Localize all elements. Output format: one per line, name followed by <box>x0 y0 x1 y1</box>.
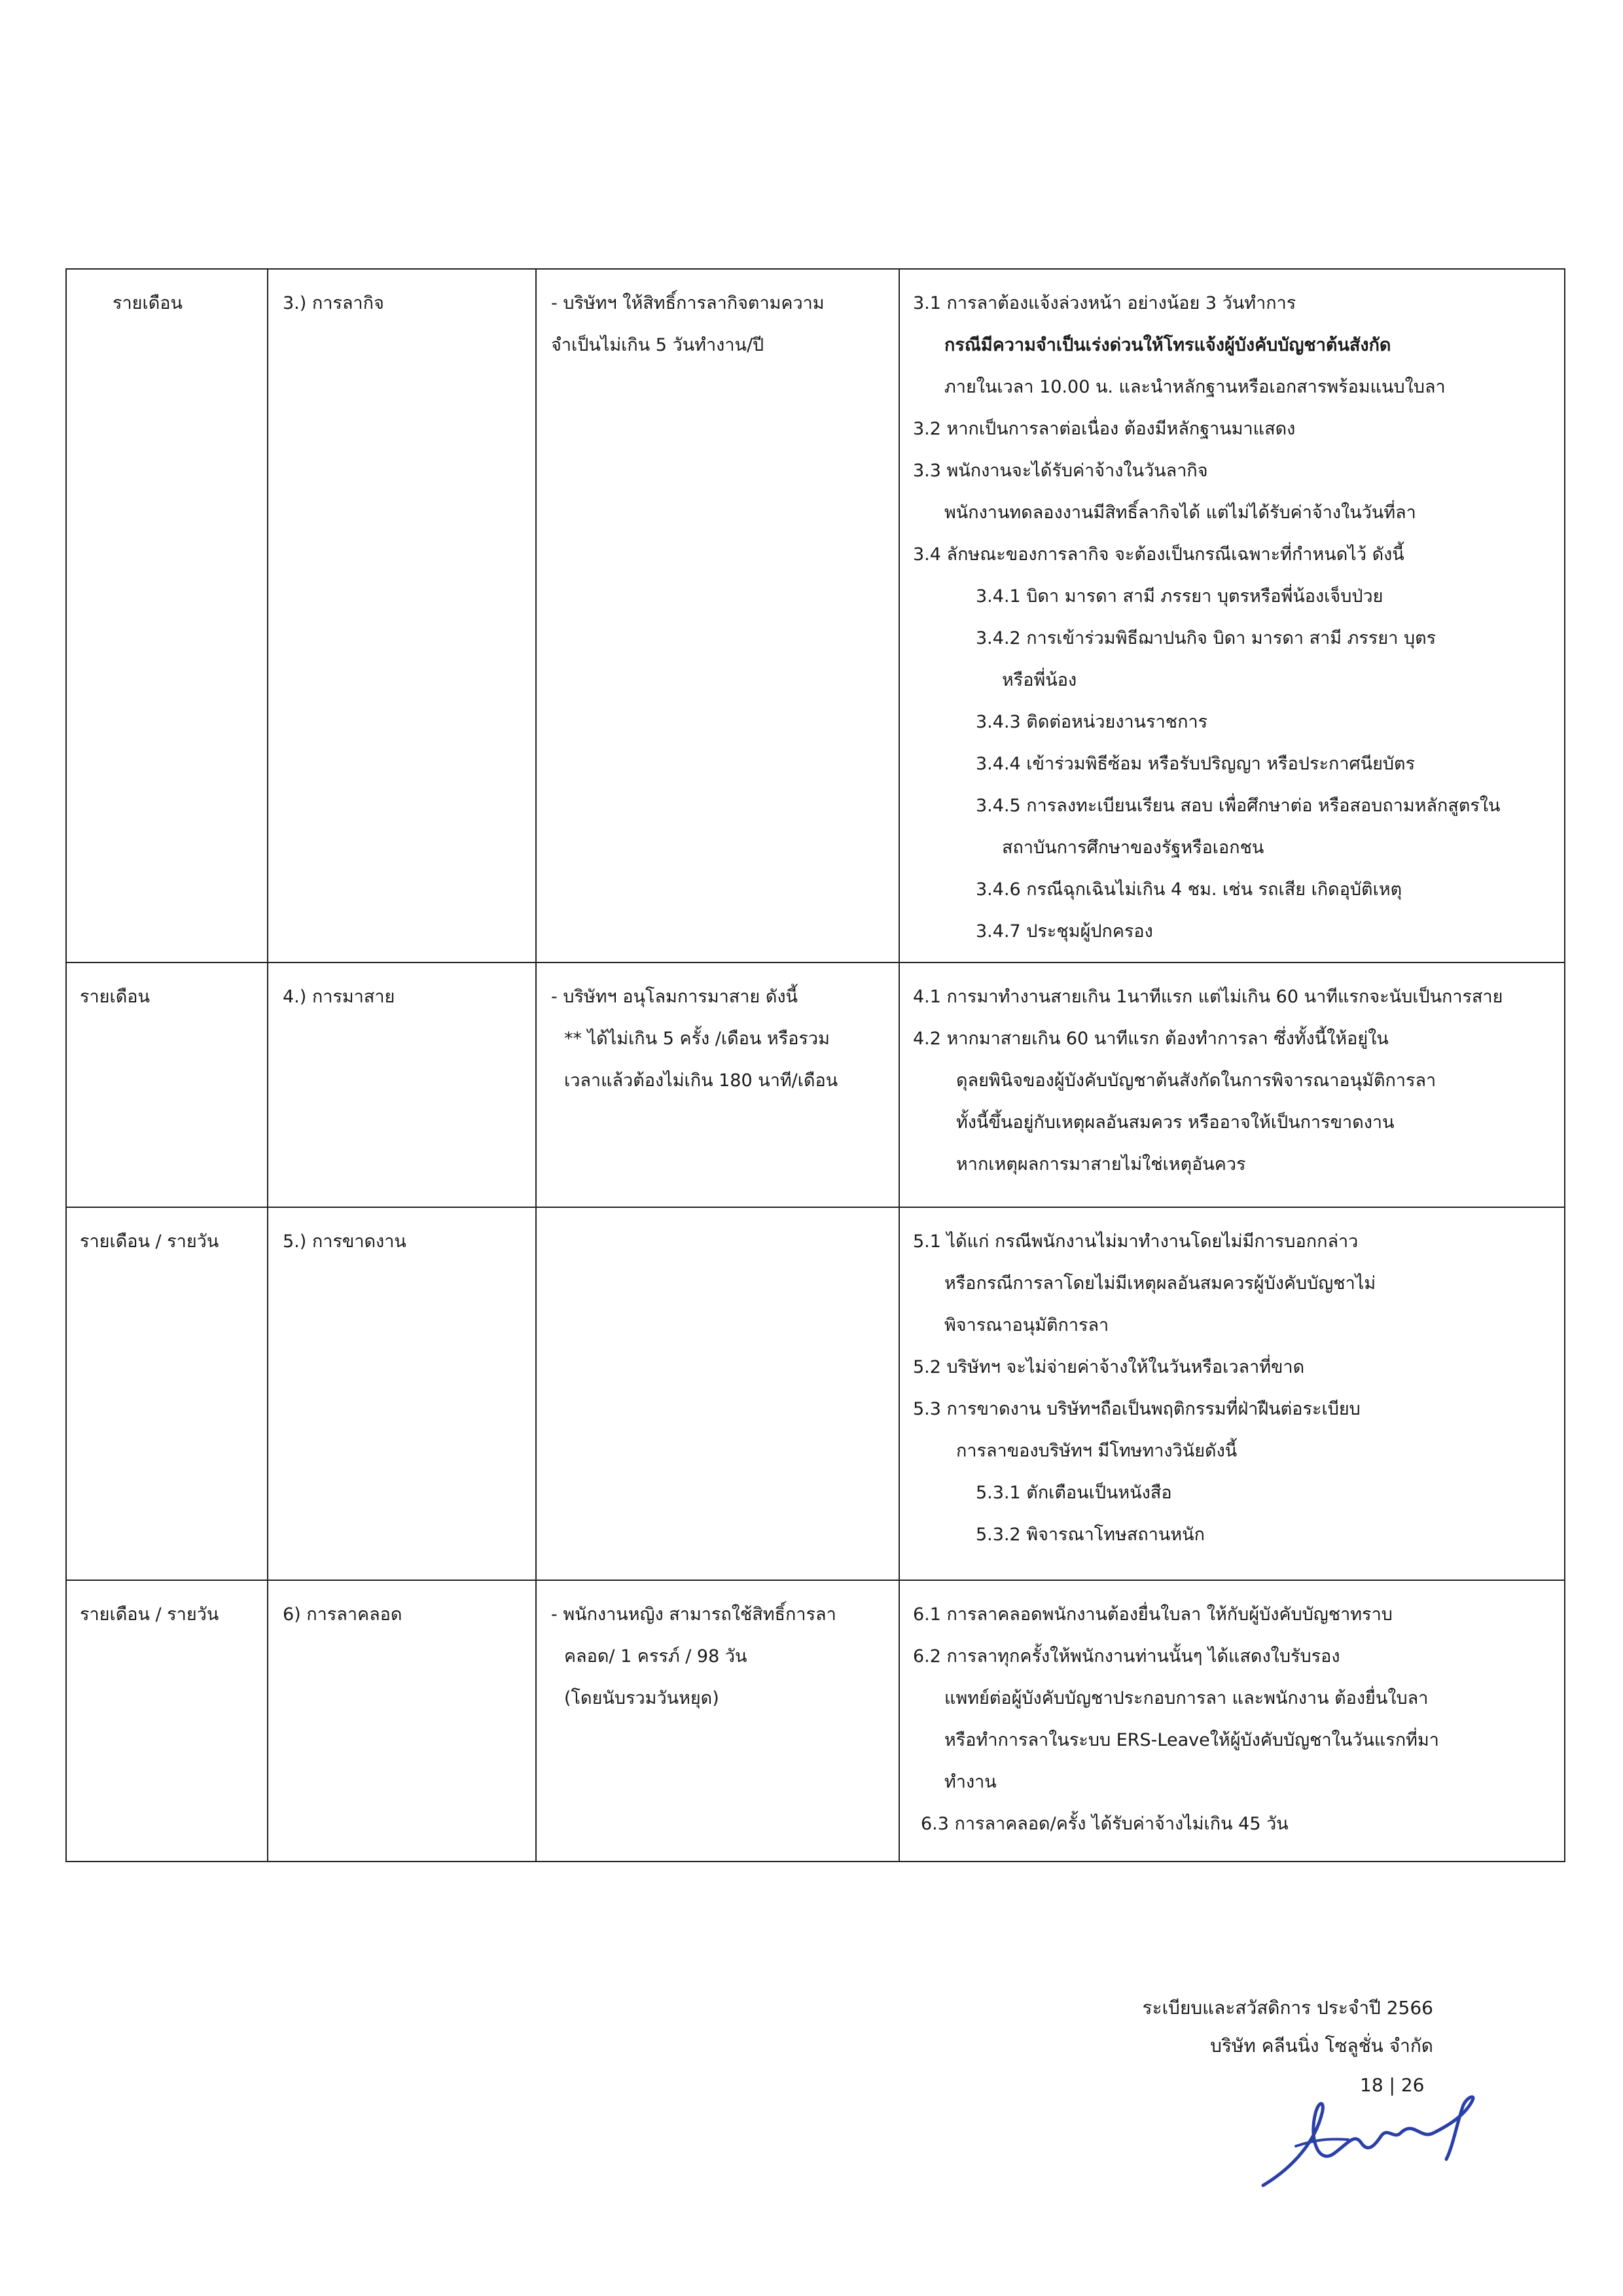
condition-line: ดุลยพินิจของผู้บังคับบัญชาต้นสังกัดในการพิจารณาอนุมัติการลา <box>956 1070 1436 1091</box>
condition-line: กรณีมีความจำเป็นเร่งด่วนให้โทรแจ้งผู้บังคับบัญชาต้นสังกัด <box>944 335 1391 355</box>
table-row <box>66 1580 1565 1862</box>
leave-type-cell <box>268 1207 536 1580</box>
employee-type-cell <box>66 963 268 1207</box>
condition-line: พิจารณาอนุมัติการลา <box>944 1315 1109 1335</box>
entitlement-line: - พนักงานหญิง สามารถใช้สิทธิ์การลา <box>551 1604 836 1625</box>
condition-line: 5.3 การขาดงาน บริษัทฯถือเป็นพฤติกรรมที่ฝ่าฝืนต่อระเบียบ <box>913 1399 1361 1419</box>
leave-type: 5.) การขาดงาน <box>283 1231 406 1252</box>
leave-type-cell <box>268 963 536 1207</box>
handwritten-signature-icon <box>1257 2087 1492 2192</box>
condition-line: สถาบันการศึกษาของรัฐหรือเอกชน <box>1002 838 1264 858</box>
footer-regulation-title: ระเบียบและสวัสดิการ ประจำปี 2566 <box>1142 1997 1433 2019</box>
condition-line: 3.4.7 ประชุมผู้ปกครอง <box>976 921 1153 942</box>
leave-type: 4.) การมาสาย <box>283 987 395 1007</box>
condition-line: 6.2 การลาทุกครั้งให้พนักงานท่านนั้นๆ ได้แสดงใบรับรอง <box>913 1646 1340 1667</box>
entitlement-line: จำเป็นไม่เกิน 5 วันทำงาน/ปี <box>551 335 764 355</box>
condition-line: 3.4.2 การเข้าร่วมพิธีฌาปนกิจ บิดา มารดา สามี ภรรยา บุตร <box>976 628 1436 648</box>
condition-line: 5.2 บริษัทฯ จะไม่จ่ายค่าจ้างให้ในวันหรือเวลาที่ขาด <box>913 1357 1305 1377</box>
leave-type-cell <box>268 1580 536 1862</box>
document-footer <box>1143 1989 1433 2065</box>
condition-line: พนักงานทดลองงานมีสิทธิ์ลากิจได้ แต่ไม่ได้รับค่าจ้างในวันที่ลา <box>944 503 1416 523</box>
employee-type: รายเดือน <box>80 987 150 1007</box>
conditions-cell <box>899 1580 1565 1862</box>
condition-line: การลาของบริษัทฯ มีโทษทางวินัยดังนี้ <box>956 1441 1238 1461</box>
entitlement-cell <box>536 1580 899 1862</box>
condition-line: 3.4.6 กรณีฉุกเฉินไม่เกิน 4 ชม. เช่น รถเสีย เกิดอุบัติเหตุ <box>976 879 1402 900</box>
condition-line: หรือพี่น้อง <box>1002 670 1077 690</box>
entitlement-line: - บริษัทฯ อนุโลมการมาสาย ดังนี้ <box>551 987 798 1007</box>
leave-type-cell <box>268 269 536 963</box>
condition-line: หากเหตุผลการมาสายไม่ใช่เหตุอันควร <box>956 1154 1246 1174</box>
condition-line: 4.2 หากมาสายเกิน 60 นาทีแรก ต้องทำการลา ซึ่งทั้งนี้ให้อยู่ใน <box>913 1029 1389 1049</box>
condition-line: 3.4 ลักษณะของการลากิจ จะต้องเป็นกรณีเฉพาะที่กำหนดไว้ ดังนี้ <box>913 544 1404 565</box>
condition-line: แพทย์ต่อผู้บังคับบัญชาประกอบการลา และพนักงาน ต้องยื่นใบลา <box>944 1688 1429 1708</box>
employee-type: รายเดือน <box>113 293 183 313</box>
condition-line: 6.1 การลาคลอดพนักงานต้องยื่นใบลา ให้กับผู้บังคับบัญชาทราบ <box>913 1604 1393 1625</box>
entitlement-line: - บริษัทฯ ให้สิทธิ์การลากิจตามความ <box>551 293 825 313</box>
condition-line: 5.1 ได้แก่ กรณีพนักงานไม่มาทำงานโดยไม่มีการบอกกล่าว <box>913 1231 1359 1252</box>
employee-type: รายเดือน / รายวัน <box>80 1231 219 1252</box>
condition-line: 3.4.4 เข้าร่วมพิธีซ้อม หรือรับปริญญา หรือประกาศนียบัตร <box>976 754 1416 774</box>
conditions-cell <box>899 1207 1565 1580</box>
table-row <box>66 963 1565 1207</box>
entitlement-line: (โดยนับรวมวันหยุด) <box>564 1688 719 1708</box>
condition-line: 3.4.1 บิดา มารดา สามี ภรรยา บุตรหรือพี่น้องเจ็บป่วย <box>976 586 1383 607</box>
employee-type-cell <box>66 1207 268 1580</box>
condition-line: ทำงาน <box>944 1772 997 1792</box>
employee-type: รายเดือน / รายวัน <box>80 1604 219 1625</box>
condition-line: 5.3.2 พิจารณาโทษสถานหนัก <box>976 1525 1205 1545</box>
condition-line: 3.4.5 การลงทะเบียนเรียน สอบ เพื่อศึกษาต่อ หรือสอบถามหลักสูตรใน <box>976 796 1501 816</box>
employee-type-cell <box>66 1580 268 1862</box>
leave-policy-table <box>65 268 1565 1862</box>
conditions-cell <box>899 269 1565 963</box>
page-number: 18 | 26 <box>1360 2074 1425 2096</box>
entitlement-line: ** ได้ไม่เกิน 5 ครั้ง /เดือน หรือรวม <box>564 1029 830 1049</box>
condition-line: หรือทำการลาในระบบ ERS-Leaveให้ผู้บังคับบัญชาในวันแรกที่มา <box>944 1730 1439 1750</box>
condition-line: 3.4.3 ติดต่อหน่วยงานราชการ <box>976 712 1208 732</box>
footer-company-name: บริษัท คลีนนิ่ง โซลูชั่น จำกัด <box>1210 2035 1433 2057</box>
condition-line: 3.1 การลาต้องแจ้งล่วงหน้า อย่างน้อย 3 วันทำการ <box>913 293 1296 313</box>
condition-line: หรือกรณีการลาโดยไม่มีเหตุผลอันสมควรผู้บังคับบัญชาไม่ <box>944 1273 1376 1294</box>
leave-type: 6) การลาคลอด <box>283 1604 402 1625</box>
entitlement-line: คลอด/ 1 ครรภ์ / 98 วัน <box>564 1646 747 1667</box>
table-row <box>66 269 1565 963</box>
entitlement-cell <box>536 269 899 963</box>
condition-line: 3.2 หากเป็นการลาต่อเนื่อง ต้องมีหลักฐานมาแสดง <box>913 419 1296 439</box>
table-row <box>66 1207 1565 1580</box>
entitlement-cell <box>536 1207 899 1580</box>
leave-type: 3.) การลากิจ <box>283 293 384 313</box>
conditions-cell <box>899 963 1565 1207</box>
entitlement-line: เวลาแล้วต้องไม่เกิน 180 นาที/เดือน <box>564 1070 838 1091</box>
condition-line: 3.3 พนักงานจะได้รับค่าจ้างในวันลากิจ <box>913 461 1208 481</box>
condition-line: ภายในเวลา 10.00 น. และนำหลักฐานหรือเอกสารพร้อมแนบใบลา <box>944 377 1446 397</box>
condition-line: 5.3.1 ตักเตือนเป็นหนังสือ <box>976 1483 1172 1503</box>
condition-line: 6.3 การลาคลอด/ครั้ง ได้รับค่าจ้างไม่เกิน 45 วัน <box>921 1814 1289 1834</box>
condition-line: 4.1 การมาทำงานสายเกิน 1นาทีแรก แต่ไม่เกิน 60 นาทีแรกจะนับเป็นการสาย <box>913 987 1503 1007</box>
employee-type-cell <box>66 269 268 963</box>
condition-line: ทั้งนี้ขึ้นอยู่กับเหตุผลอันสมควร หรืออาจให้เป็นการขาดงาน <box>956 1112 1395 1133</box>
entitlement-cell <box>536 963 899 1207</box>
